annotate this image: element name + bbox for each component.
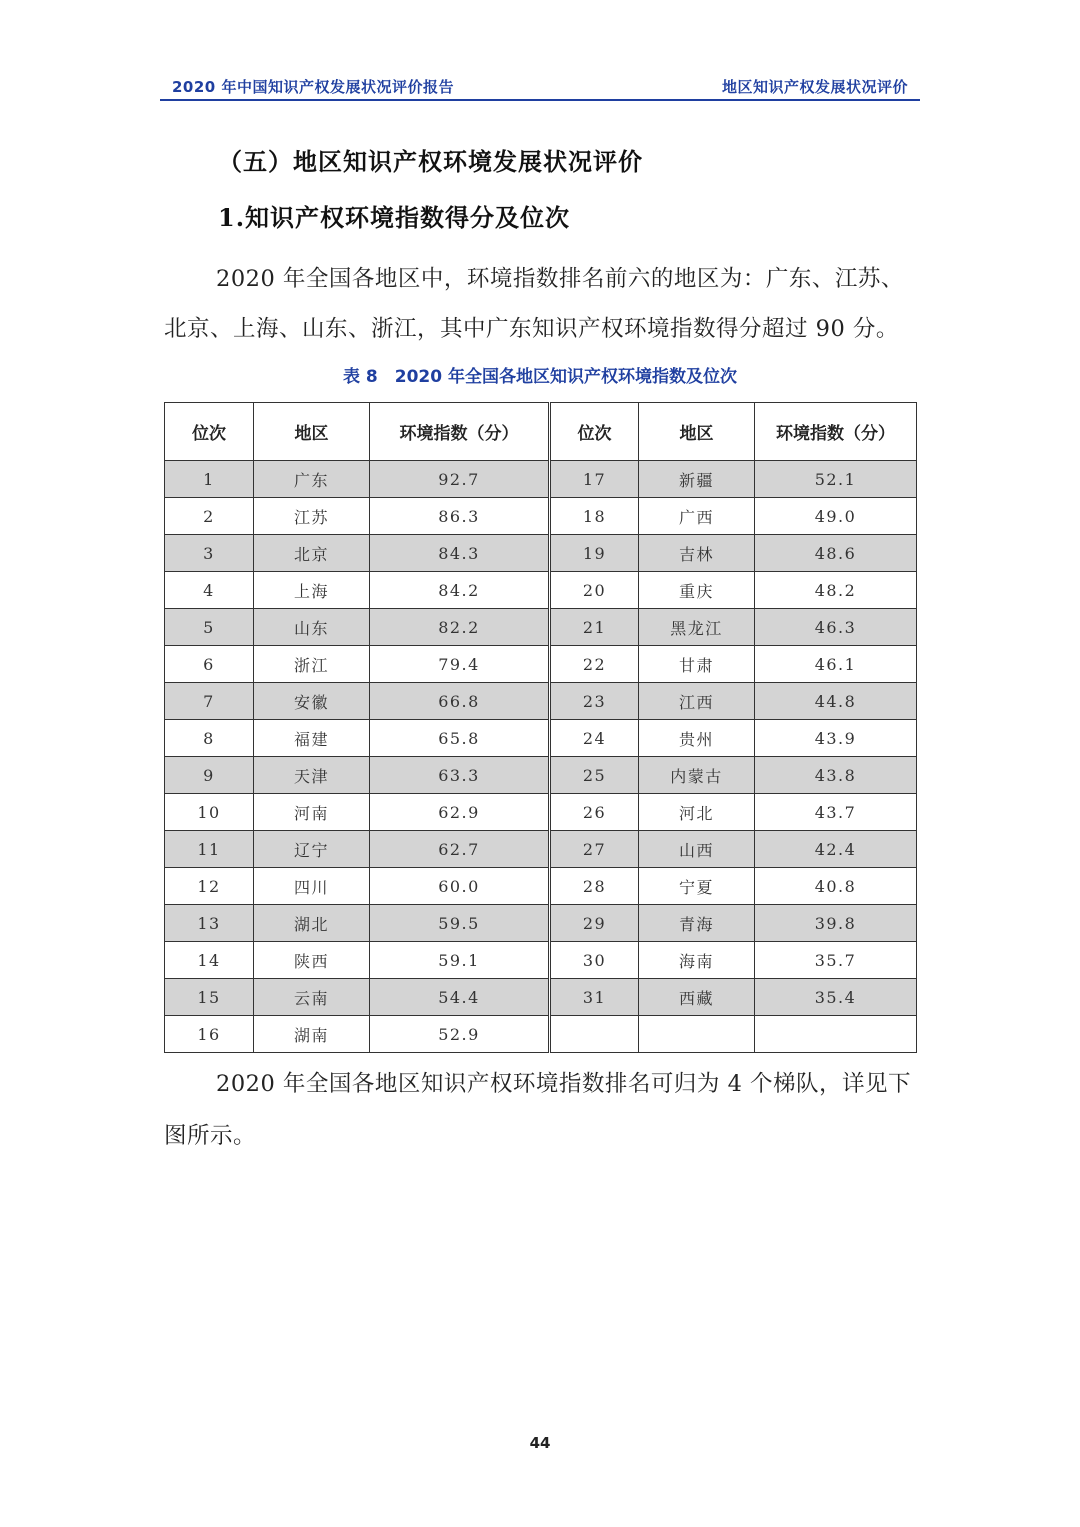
cell-region: 宁夏 <box>639 868 755 905</box>
cell-region: 浙江 <box>254 646 370 683</box>
cell-rank: 23 <box>550 683 639 720</box>
table-row <box>165 683 917 720</box>
cell-index: 44.8 <box>755 683 917 720</box>
header-region: 地区 <box>639 403 755 461</box>
cell-rank: 28 <box>550 868 639 905</box>
cell-rank: 31 <box>550 979 639 1016</box>
table-row <box>165 646 917 683</box>
header-region: 地区 <box>254 403 370 461</box>
cell-region: 福建 <box>254 720 370 757</box>
table-row <box>165 757 917 794</box>
cell-rank: 13 <box>165 905 254 942</box>
closing-paragraph: 2020 年全国各地区知识产权环境指数排名可归为 4 个梯队，详见下图所示。 <box>164 1071 912 1149</box>
cell-index: 46.1 <box>755 646 917 683</box>
table-row <box>165 979 917 1016</box>
cell-rank: 20 <box>550 572 639 609</box>
cell-region: 安徽 <box>254 683 370 720</box>
cell-rank: 6 <box>165 646 254 683</box>
cell-index: 42.4 <box>755 831 917 868</box>
cell-region: 广东 <box>254 461 370 498</box>
cell-index: 60.0 <box>370 868 550 905</box>
header-rank: 位次 <box>165 403 254 461</box>
cell-index: 84.2 <box>370 572 550 609</box>
cell-rank: 16 <box>165 1016 254 1053</box>
table-row <box>165 831 917 868</box>
table-row <box>165 498 917 535</box>
cell-region: 内蒙古 <box>639 757 755 794</box>
cell-rank: 30 <box>550 942 639 979</box>
cell-index: 79.4 <box>370 646 550 683</box>
table-body <box>165 461 917 1053</box>
cell-rank: 25 <box>550 757 639 794</box>
cell-region: 湖南 <box>254 1016 370 1053</box>
cell-index: 62.7 <box>370 831 550 868</box>
intro-paragraph: 2020 年全国各地区中，环境指数排名前六的地区为：广东、江苏、北京、上海、山东、浙江，其中广东知识产权环境指数得分超过 90 分。 <box>164 266 904 342</box>
cell-index: 86.3 <box>370 498 550 535</box>
cell-index: 52.1 <box>755 461 917 498</box>
cell-rank: 17 <box>550 461 639 498</box>
cell-index: 46.3 <box>755 609 917 646</box>
cell-rank: 7 <box>165 683 254 720</box>
cell-region: 湖北 <box>254 905 370 942</box>
header-report-title: 2020 年中国知识产权发展状况评价报告 <box>172 78 454 96</box>
cell-rank: 3 <box>165 535 254 572</box>
page-number: 44 <box>529 1434 551 1452</box>
cell-index: 48.6 <box>755 535 917 572</box>
table-row <box>165 609 917 646</box>
cell-index: 35.4 <box>755 979 917 1016</box>
cell-region: 贵州 <box>639 720 755 757</box>
table-row <box>165 794 917 831</box>
header-rank: 位次 <box>550 403 639 461</box>
header-index: 环境指数（分） <box>755 403 917 461</box>
cell-index: 82.2 <box>370 609 550 646</box>
cell-region: 西藏 <box>639 979 755 1016</box>
cell-index: 65.8 <box>370 720 550 757</box>
cell-region: 北京 <box>254 535 370 572</box>
cell-index: 84.3 <box>370 535 550 572</box>
cell-index: 63.3 <box>370 757 550 794</box>
environment-index-table <box>164 402 917 1053</box>
table-row <box>165 942 917 979</box>
subsection-title: 1.知识产权环境指数得分及位次 <box>218 203 571 232</box>
table-row <box>165 535 917 572</box>
cell-region: 新疆 <box>639 461 755 498</box>
cell-index: 59.1 <box>370 942 550 979</box>
table-row <box>165 572 917 609</box>
cell-rank: 29 <box>550 905 639 942</box>
cell-region: 云南 <box>254 979 370 1016</box>
table-row <box>165 905 917 942</box>
cell-region: 吉林 <box>639 535 755 572</box>
cell-index: 49.0 <box>755 498 917 535</box>
cell-region: 上海 <box>254 572 370 609</box>
cell-region: 山西 <box>639 831 755 868</box>
cell-index: 52.9 <box>370 1016 550 1053</box>
cell-index: 43.7 <box>755 794 917 831</box>
cell-rank: 15 <box>165 979 254 1016</box>
cell-region <box>639 1016 755 1053</box>
cell-rank: 5 <box>165 609 254 646</box>
cell-index: 62.9 <box>370 794 550 831</box>
cell-rank <box>550 1016 639 1053</box>
cell-region: 青海 <box>639 905 755 942</box>
header-chapter-title: 地区知识产权发展状况评价 <box>721 78 908 96</box>
table-header-row <box>165 403 917 461</box>
cell-rank: 9 <box>165 757 254 794</box>
cell-rank: 1 <box>165 461 254 498</box>
cell-index: 43.8 <box>755 757 917 794</box>
cell-index: 59.5 <box>370 905 550 942</box>
cell-region: 河北 <box>639 794 755 831</box>
cell-region: 海南 <box>639 942 755 979</box>
cell-region: 甘肃 <box>639 646 755 683</box>
table-row <box>165 461 917 498</box>
cell-region: 黑龙江 <box>639 609 755 646</box>
cell-region: 陕西 <box>254 942 370 979</box>
header-index: 环境指数（分） <box>370 403 550 461</box>
cell-region: 四川 <box>254 868 370 905</box>
cell-rank: 22 <box>550 646 639 683</box>
table-row <box>165 1016 917 1053</box>
cell-rank: 14 <box>165 942 254 979</box>
cell-region: 广西 <box>639 498 755 535</box>
cell-index: 40.8 <box>755 868 917 905</box>
cell-region: 辽宁 <box>254 831 370 868</box>
cell-index: 43.9 <box>755 720 917 757</box>
cell-rank: 12 <box>165 868 254 905</box>
cell-rank: 10 <box>165 794 254 831</box>
section-title: （五）地区知识产权环境发展状况评价 <box>218 147 643 176</box>
cell-index: 35.7 <box>755 942 917 979</box>
cell-region: 江西 <box>639 683 755 720</box>
table-row <box>165 868 917 905</box>
cell-index: 54.4 <box>370 979 550 1016</box>
table-row <box>165 720 917 757</box>
cell-index: 39.8 <box>755 905 917 942</box>
cell-index <box>755 1016 917 1053</box>
cell-region: 江苏 <box>254 498 370 535</box>
table-caption: 表 8 2020 年全国各地区知识产权环境指数及位次 <box>343 367 737 387</box>
header-divider <box>160 99 920 101</box>
cell-rank: 27 <box>550 831 639 868</box>
cell-rank: 18 <box>550 498 639 535</box>
cell-index: 48.2 <box>755 572 917 609</box>
cell-region: 天津 <box>254 757 370 794</box>
cell-region: 山东 <box>254 609 370 646</box>
cell-index: 92.7 <box>370 461 550 498</box>
cell-rank: 2 <box>165 498 254 535</box>
cell-rank: 24 <box>550 720 639 757</box>
cell-rank: 21 <box>550 609 639 646</box>
cell-rank: 8 <box>165 720 254 757</box>
cell-region: 重庆 <box>639 572 755 609</box>
cell-rank: 26 <box>550 794 639 831</box>
cell-rank: 19 <box>550 535 639 572</box>
cell-rank: 4 <box>165 572 254 609</box>
cell-index: 66.8 <box>370 683 550 720</box>
cell-region: 河南 <box>254 794 370 831</box>
cell-rank: 11 <box>165 831 254 868</box>
